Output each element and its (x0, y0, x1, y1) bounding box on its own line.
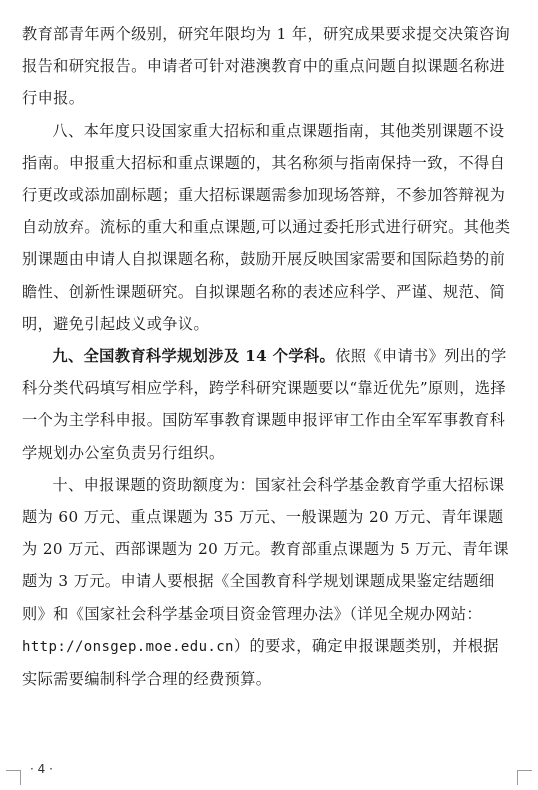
item-10-text-b: ）的要求，确定申报课题类别，并根据实际需要编制科学合理的经费预算。 (22, 636, 499, 689)
item-9-text: 依照《申请书》列出的学科分类代码填写相应学科，跨学科研究课题要以“靠近优先”原则，选择一个为主学科申报。国防军事教育课题申报评审工作由全军军事教育科学规划办公室负责另行组织。 (22, 347, 507, 462)
document-body (22, 18, 512, 695)
page-number: · 4 · (30, 762, 53, 776)
item-9-heading: 九、全国教育科学规划涉及 14 个学科。 (52, 347, 336, 366)
website-url: http://onsgep.moe.edu.cn (22, 638, 234, 655)
paragraph-item-9 (22, 340, 512, 469)
paragraph-continuation: 教育部青年两个级别，研究年限均为 1 年，研究成果要求提交决策咨询报告和研究报告。申请者可针对港澳教育中的重点问题自拟课题名称进行申报。 (22, 25, 511, 108)
paragraph-item-8: 八、本年度只设国家重大招标和重点课题指南，其他类别课题不设指南。申报重大招标和重点课题的，其名称须与指南保持一致，不得自行更改或添加副标题；重大招标课题需参加现场答辩，不参加答辩视为自动放弃。流标的重大和重点课题,可以通过委托形式进行研究。其他类别课题由申请人自拟课题名称，鼓励开展反映国家需要和国际趋势的前瞻性、创新性课题研究。自拟课题名称的表述应科学、严谨、规范、简明，避免引起歧义或争议。 (22, 121, 511, 333)
item-10-text-a: 十、申报课题的资助额度为：国家社会科学基金教育学重大招标课题为 60 万元、重点课题为 35 万元、一般课题为 20 万元、青年课题为 20 万元、西部课题为 20 万元。教育部重点课题为 5 万元、青年课题为 3 万元。申请人要根据《全国教育科学规划课题成果鉴定结题细则》和《国家社会科学基金项目资金管理办法》（详见全规办网站： (22, 475, 509, 623)
paragraph-item-10 (22, 469, 512, 695)
